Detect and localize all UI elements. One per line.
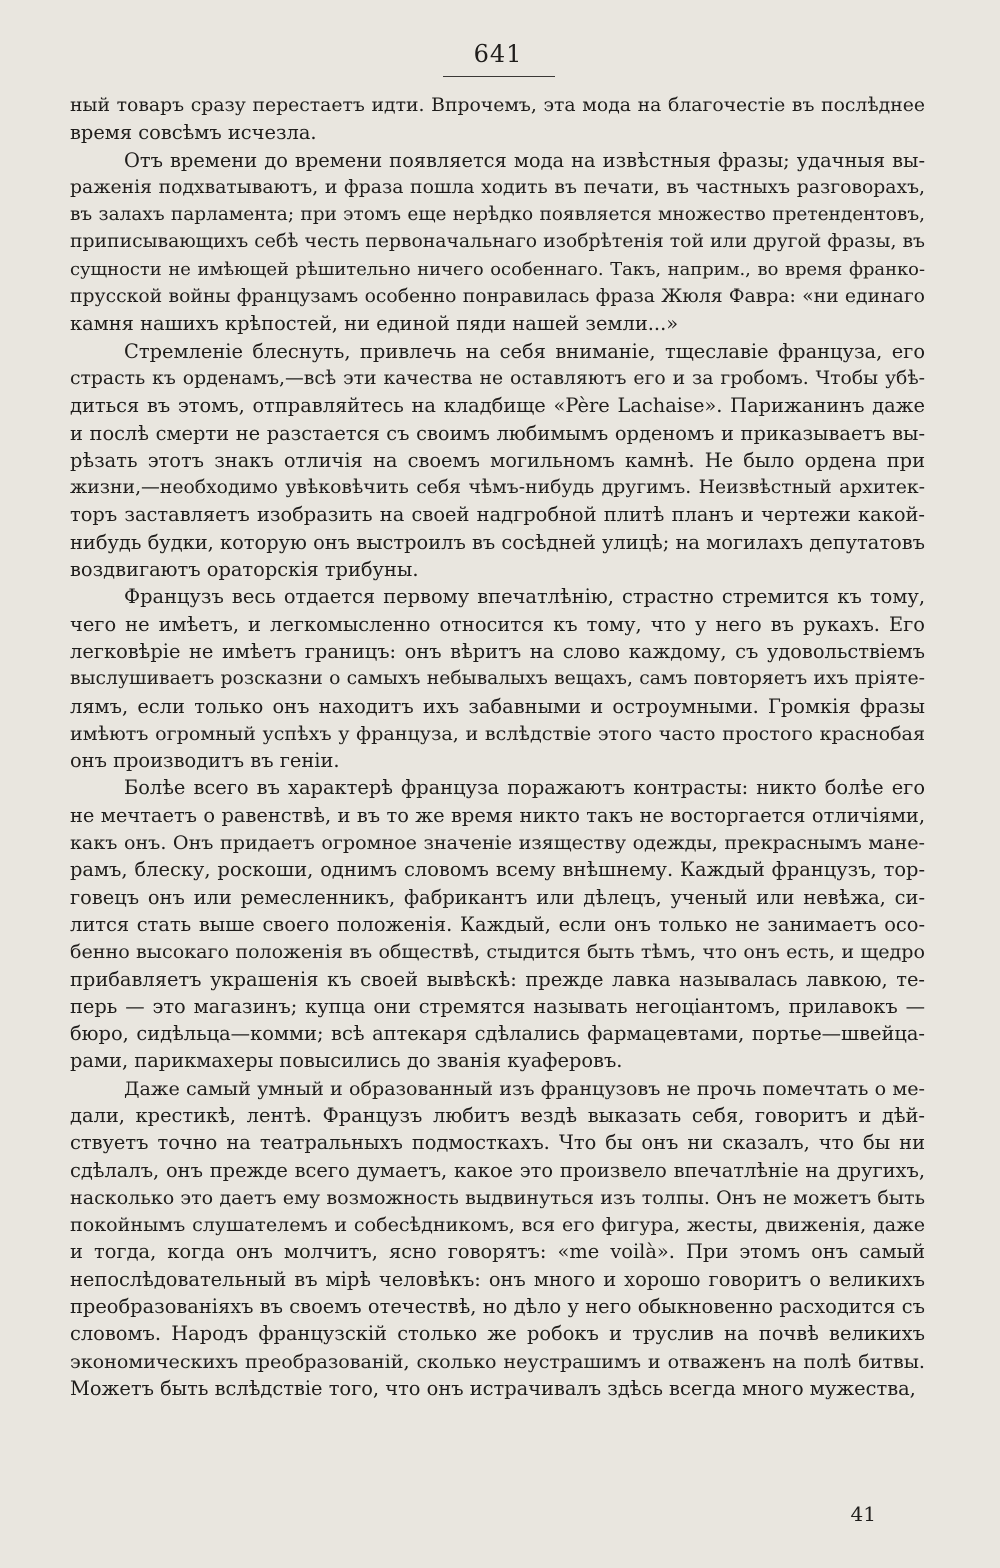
text-line: покойнымъ слушателемъ и собесѣдникомъ, вся его фигура, жесты, движенія, даже bbox=[70, 1213, 925, 1237]
signature-mark: 41 bbox=[850, 1502, 876, 1526]
text-line: сдѣлалъ, онъ прежде всего думаетъ, какое это произвело впечатлѣніе на другихъ, bbox=[70, 1158, 925, 1182]
text-line: и послѣ смерти не разстается съ своимъ любимымъ орденомъ и приказываетъ вы- bbox=[70, 421, 925, 445]
text-line: жизни,—необходимо увѣковѣчить себя чѣмъ-нибудь другимъ. Неизвѣстный архитек- bbox=[70, 477, 925, 499]
text-line: экономическихъ преобразованій, сколько неустрашимъ и отваженъ на полѣ битвы. bbox=[70, 1349, 925, 1373]
paragraph bbox=[70, 338, 925, 584]
text-line: говецъ онъ или ремесленникъ, фабрикантъ или дѣлецъ, ученый или невѣжа, си- bbox=[70, 885, 925, 909]
text-line: имѣютъ огромный успѣхъ у француза, и вслѣдствіе этого часто простого краснобая bbox=[70, 721, 925, 745]
text-line: прибавляетъ украшенія къ своей вывѣскѣ: прежде лавка называлась лавкою, те- bbox=[70, 967, 925, 991]
text-line: не мечтаетъ о равенствѣ, и въ то же время никто такъ не восторгается отличіями, bbox=[70, 803, 925, 827]
text-line: торъ заставляетъ изобразить на своей надгробной плитѣ планъ и чертежи какой- bbox=[70, 503, 925, 527]
text-line: воздвигаютъ ораторскія трибуны. bbox=[70, 558, 419, 582]
text-line: и тогда, когда онъ молчитъ, ясно говорятъ: «me voilà». При этомъ онъ самый bbox=[70, 1240, 925, 1264]
text-line: непослѣдовательный въ мірѣ человѣкъ: онъ много и хорошо говоритъ о великихъ bbox=[70, 1267, 925, 1291]
text-line: лямъ, если только онъ находитъ ихъ забавными и остроумными. Громкія фразы bbox=[70, 694, 925, 718]
paragraph bbox=[70, 1075, 925, 1403]
text-line: Болѣе всего въ характерѣ француза поражаютъ контрасты: никто болѣе его bbox=[124, 776, 925, 800]
text-line: въ залахъ парламента; при этомъ еще нерѣдко появляется множество претендентовъ, bbox=[70, 204, 925, 226]
text-line: бенно высокаго положенія въ обществѣ, стыдится быть тѣмъ, что онъ есть, и щедро bbox=[70, 940, 925, 964]
text-line: выслушиваетъ розсказни о самыхъ небывалыхъ вещахъ, самъ повторяетъ ихъ пріяте- bbox=[70, 668, 925, 690]
body-text bbox=[70, 92, 925, 1402]
text-line: камня нашихъ крѣпостей, ни единой пяди нашей земли...» bbox=[70, 312, 679, 336]
text-line: какъ онъ. Онъ придаетъ огромное значеніе изяществу одежды, прекраснымъ мане- bbox=[70, 831, 925, 855]
paragraph bbox=[70, 147, 925, 338]
text-line: нибудь будки, которую онъ выстроилъ въ сосѣдней улицѣ; на могилахъ депутатовъ bbox=[70, 530, 925, 554]
text-line: прусской войны французамъ особенно понравилась фраза Жюля Фавра: «ни единаго bbox=[70, 286, 925, 308]
text-line: преобразованіяхъ въ своемъ отечествѣ, но дѣло у него обыкновенно расходится съ bbox=[70, 1295, 925, 1319]
text-line: раженія подхватываютъ, и фраза пошла ходить въ печати, въ частныхъ разговорахъ, bbox=[70, 176, 925, 198]
text-line: рѣзать этотъ знакъ отличія на своемъ могильномъ камнѣ. Не было ордена при bbox=[70, 448, 925, 472]
text-line: рамъ, блеску, роскоши, однимъ словомъ всему внѣшнему. Каждый французъ, тор- bbox=[70, 858, 925, 882]
text-line: Стремленіе блеснуть, привлечь на себя вниманіе, тщеславіе француза, его bbox=[124, 339, 925, 363]
text-line: перь — это магазинъ; купца они стремятся называть негоціантомъ, прилавокъ — bbox=[70, 994, 925, 1018]
text-line: приписывающихъ себѣ честь первоначальнаго изобрѣтенія той или другой фразы, въ bbox=[70, 231, 925, 253]
text-line: Даже самый умный и образованный изъ французовъ не прочь помечтать о ме- bbox=[124, 1076, 925, 1100]
text-line: чего не имѣетъ, и легкомысленно относится къ тому, что у него въ рукахъ. Его bbox=[70, 612, 925, 636]
text-line: ствуетъ точно на театральныхъ подмосткахъ. Что бы онъ ни сказалъ, что бы ни bbox=[70, 1131, 925, 1155]
text-line: страсть къ орденамъ,—всѣ эти качества не оставляютъ его и за гробомъ. Чтобы убѣ- bbox=[70, 367, 925, 389]
text-line: лится стать выше своего положенія. Каждый, если онъ только не занимаетъ осо- bbox=[70, 912, 925, 936]
text-line: ный товаръ сразу перестаетъ идти. Впрочемъ, эта мода на благочестіе въ послѣднее bbox=[70, 95, 925, 116]
paragraph bbox=[70, 92, 925, 147]
text-line: онъ производитъ въ геніи. bbox=[70, 749, 340, 773]
header-rule bbox=[443, 76, 555, 77]
text-line: время совсѣмъ исчезла. bbox=[70, 121, 317, 145]
text-line: дали, крестикѣ, лентѣ. Французъ любитъ вездѣ выказать себя, говоритъ и дѣй- bbox=[70, 1103, 925, 1127]
text-line: Отъ времени до времени появляется мода на извѣстныя фразы; удачныя вы- bbox=[124, 148, 925, 172]
text-line: легковѣріе не имѣетъ границъ: онъ вѣритъ на слово каждому, съ удовольствіемъ bbox=[70, 639, 925, 663]
text-line: бюро, сидѣльца—комми; всѣ аптекаря сдѣлались фармацевтами, портье—швейца- bbox=[70, 1022, 925, 1046]
text-line: диться въ этомъ, отправляйтесь на кладбище «Père Lachaise». Парижанинъ даже bbox=[70, 394, 925, 418]
text-line: Французъ весь отдается первому впечатлѣнію, страстно стремится къ тому, bbox=[124, 585, 925, 609]
text-line: словомъ. Народъ французскій столько же робокъ и труслив на почвѣ великихъ bbox=[70, 1322, 925, 1346]
text-line: Можетъ быть вслѣдствіе того, что онъ истрачивалъ здѣсь всегда много мужества, bbox=[70, 1376, 916, 1400]
text-line: насколько это даетъ ему возможность выдвинуться изъ толпы. Онъ не можетъ быть bbox=[70, 1185, 925, 1209]
text-line: сущности не имѣющей рѣшительно ничего особеннаго. Такъ, наприм., во время франко- bbox=[70, 258, 925, 280]
paragraph bbox=[70, 583, 925, 774]
page-number: 641 bbox=[473, 40, 523, 68]
text-line: рами, парикмахеры повысились до званія куаферовъ. bbox=[70, 1049, 623, 1073]
paragraph bbox=[70, 774, 925, 1074]
